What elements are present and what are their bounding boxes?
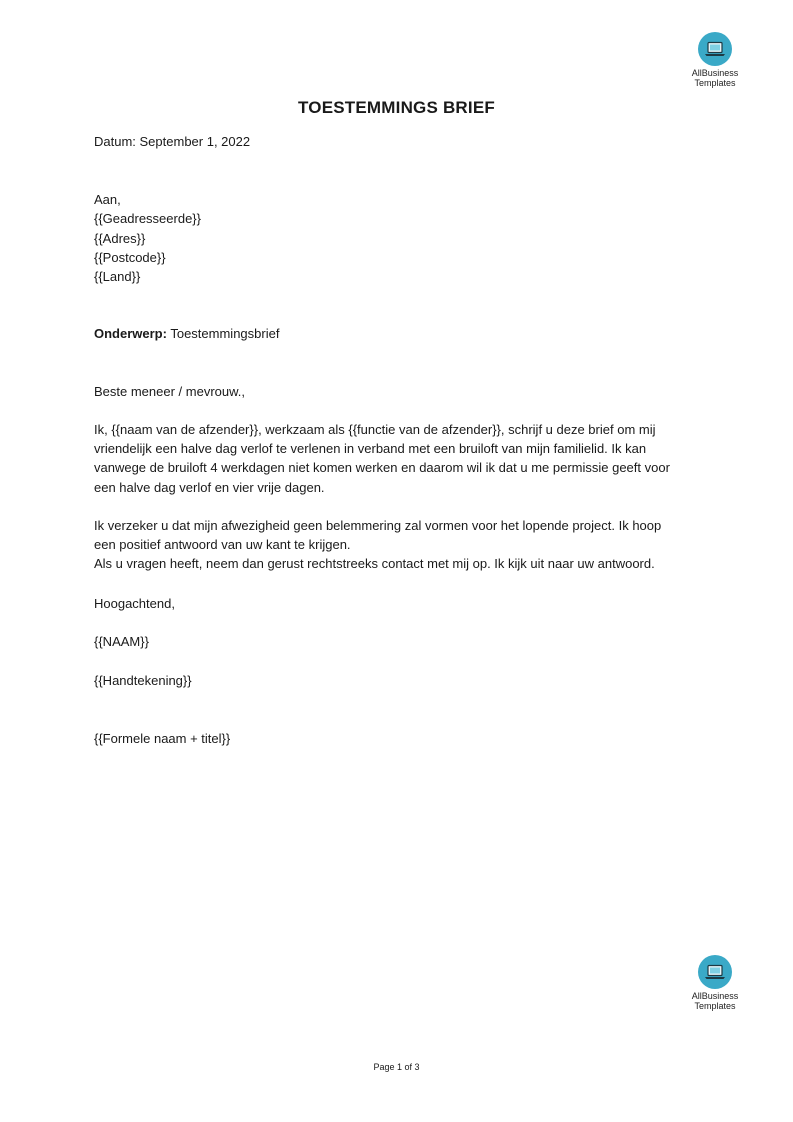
paragraph-line: een halve dag verlof en vier vrije dagen. [94, 479, 325, 495]
page-number: Page 1 of 3 [373, 1062, 420, 1072]
laptop-icon [698, 955, 732, 989]
paragraph-line: Ik, {{naam van de afzender}}, werkzaam als {{functie van de afzender}}, schrijf u deze brief om mij [94, 422, 656, 437]
greeting: Beste meneer / mevrouw., [94, 384, 246, 399]
closing: Hoogachtend, [94, 596, 175, 611]
document-title: TOESTEMMINGS BRIEF [298, 98, 495, 117]
signature: {{Handtekening}} [94, 673, 192, 688]
subject-line [94, 324, 279, 343]
laptop-icon [698, 32, 732, 66]
paragraph-line: een positief antwoord van uw kant te krijgen. [94, 537, 351, 553]
paragraph-line: vanwege de bruiloft 4 werkdagen niet komen werken en daarom wil ik dat u me permissie geeft voor [94, 460, 670, 476]
address-salutation: Aan, [94, 192, 121, 207]
paragraph-line: vriendelijk een halve dag verlof te verlenen in verband met een bruiloft van mijn familielid. Ik kan [94, 441, 647, 457]
address-recipient: {{Geadresseerde}} [94, 211, 201, 226]
logo-text: AllBusiness Templates [691, 68, 739, 88]
address-street: {{Adres}} [94, 231, 146, 246]
allbusiness-logo-top [680, 32, 750, 88]
address-country: {{Land}} [94, 269, 141, 284]
paragraph-line: Als u vragen heeft, neem dan gerust rechtstreeks contact met mij op. Ik kijk uit naar uw antwoord. [94, 556, 655, 572]
subject-value: Toestemmingsbrief [166, 326, 280, 341]
sender-name: {{NAAM}} [94, 634, 149, 649]
allbusiness-logo-bottom [680, 955, 750, 1011]
body-paragraph-2 [94, 516, 704, 574]
address-postcode: {{Postcode}} [94, 250, 166, 265]
body-paragraph-1 [94, 420, 704, 497]
subject-label: Onderwerp: [94, 326, 167, 341]
logo-text: AllBusiness Templates [691, 991, 739, 1011]
paragraph-line: Ik verzeker u dat mijn afwezigheid geen belemmering zal vormen voor het lopende project. Ik hoop [94, 518, 662, 533]
date-line: Datum: September 1, 2022 [94, 134, 251, 149]
formal-name: {{Formele naam + titel}} [94, 731, 231, 746]
